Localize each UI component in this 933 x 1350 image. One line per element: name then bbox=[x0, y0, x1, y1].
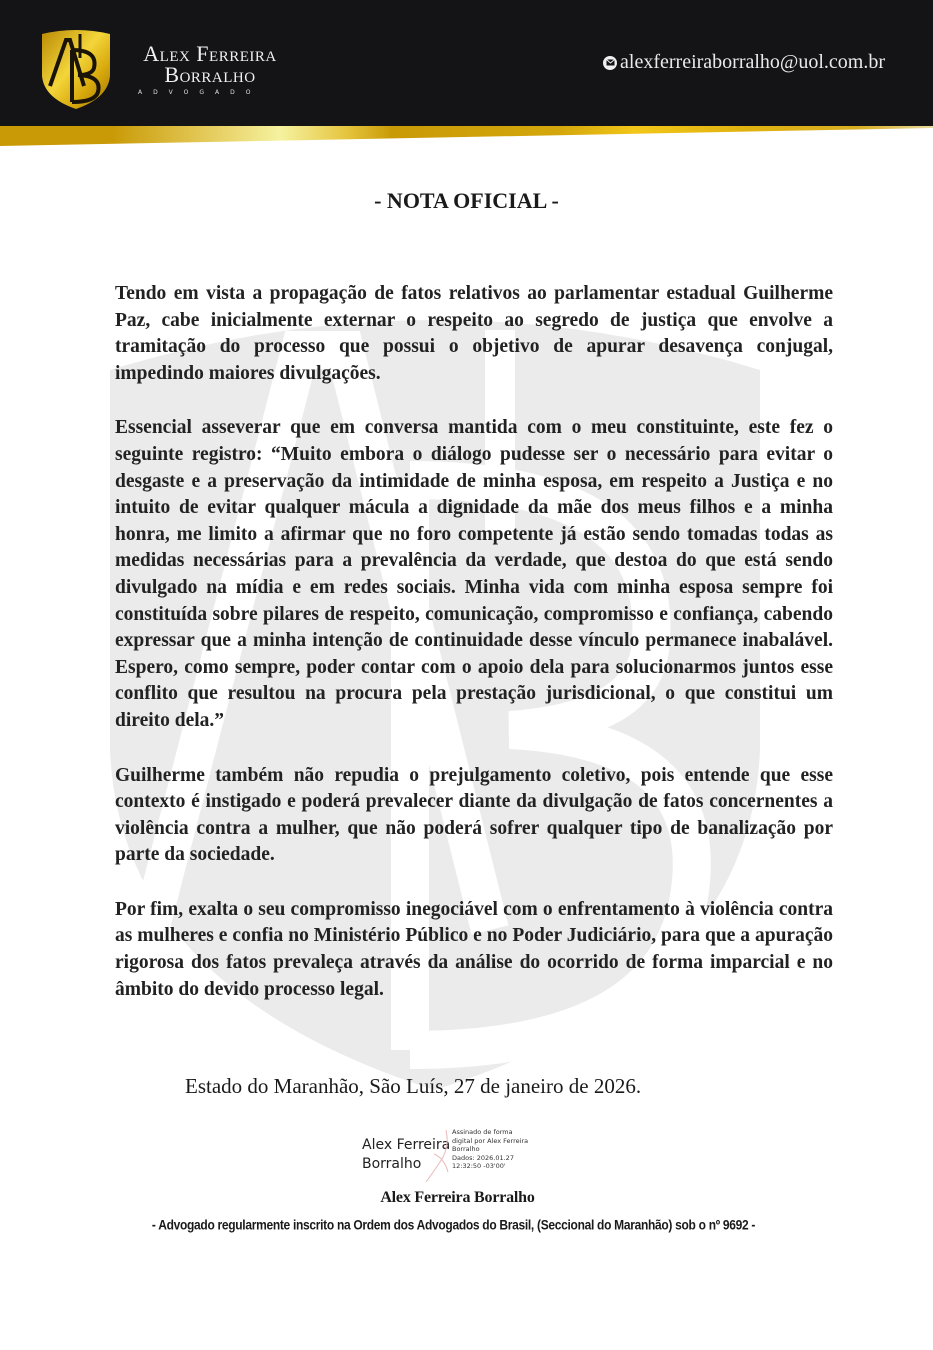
signature-name-line-1: Alex Ferreira bbox=[362, 1137, 451, 1153]
paragraph-3: Guilherme também não repudia o prejulgamento coletivo, pois entende que esse contexto é instigado e poderá prevalecer diante da divulgação de fatos concernentes a violência contra a mulher, que não poderá sofrer qualquer tipo de banalização por parte da sociedade. bbox=[115, 764, 833, 866]
signature-meta-line: Assinado de forma bbox=[452, 1128, 513, 1136]
signature-meta-line: 12:32:50 -03'00' bbox=[452, 1162, 506, 1171]
brand-line-2: Borralho bbox=[164, 62, 256, 87]
signature-meta-line: Dados: 2026.01.27 bbox=[452, 1153, 514, 1162]
afb-logo-shield-icon bbox=[40, 28, 112, 110]
brand-tagline: ADVOGADO bbox=[138, 89, 262, 96]
contact-email[interactable] bbox=[603, 51, 885, 74]
signature-meta-line: digital por Alex Ferreira bbox=[452, 1136, 529, 1145]
place-and-date: Estado do Maranhão, São Luís, 27 de janeiro de 2026. bbox=[185, 1074, 642, 1098]
document-title: - NOTA OFICIAL - bbox=[374, 188, 559, 213]
signature-name-line-2: Borralho bbox=[362, 1156, 422, 1172]
email-address[interactable]: alexferreiraborralho@uol.com.br bbox=[620, 51, 885, 73]
signer-name: Alex Ferreira Borralho bbox=[380, 1189, 535, 1206]
bar-registration: - Advogado regularmente inscrito na Ordem dos Advogados do Brasil, (Seccional do Maranhão) sob o nº 9692 - bbox=[151, 1216, 756, 1234]
brand-name bbox=[130, 43, 290, 96]
paragraph-4: Por fim, exalta o seu compromisso inegociável com o enfrentamento à violência contra as mulheres e confia no Ministério Público e no Poder Judiciário, para que a apuração rigorosa dos fatos prevaleça através da análise do ocorrido de forma imparcial e no âmbito do devido processo legal. bbox=[115, 898, 833, 1000]
paragraph-2: Essencial asseverar que em conversa mantida com o meu constituinte, este fez o seguinte registro: “Muito embora o diálogo pudesse ser o necessário para evitar o desgaste e a preservação da intimidade de minha esposa, em respeito a Justiça e no intuito de evitar qualquer mácula a dignidade da mãe dos meus filhos e a minha honra, me limito a afirmar que no foro competente já estão sendo tomadas todas as medidas necessárias para a prevalência da verdade, que destoa do que está sendo divulgado na mídia e em redes sociais. Minha vida com minha esposa sempre foi constituída sobre pilares de respeito, comunicação, compromisso e confiança, cabendo expressar que a minha intenção de continuidade desse vínculo permanece inabalável. Espero, como sempre, poder contar com o apoio dela para solucionarmos juntos esse conflito que resultou na procura pela prestação jurisdicional, o que constitui um direito dela.” bbox=[115, 417, 833, 731]
brand-line-1: Alex Ferreira bbox=[143, 41, 277, 66]
paragraph-1: Tendo em vista a propagação de fatos relativos ao parlamentar estadual Guilherme Paz, cabe inicialmente externar o respeito ao segredo de justiça que envolve a tramitação do processo que possui o objetivo de apurar desavença conjugal, impedindo maiores divulgações. bbox=[115, 283, 833, 384]
signature-metadata bbox=[452, 1128, 547, 1171]
digital-signature bbox=[362, 1128, 562, 1184]
document-body bbox=[115, 281, 833, 1031]
signature-meta-line: Borralho bbox=[452, 1145, 480, 1154]
gold-stripe bbox=[0, 126, 933, 146]
signature-stroke-icon bbox=[422, 1128, 452, 1184]
envelope-icon bbox=[603, 56, 617, 70]
